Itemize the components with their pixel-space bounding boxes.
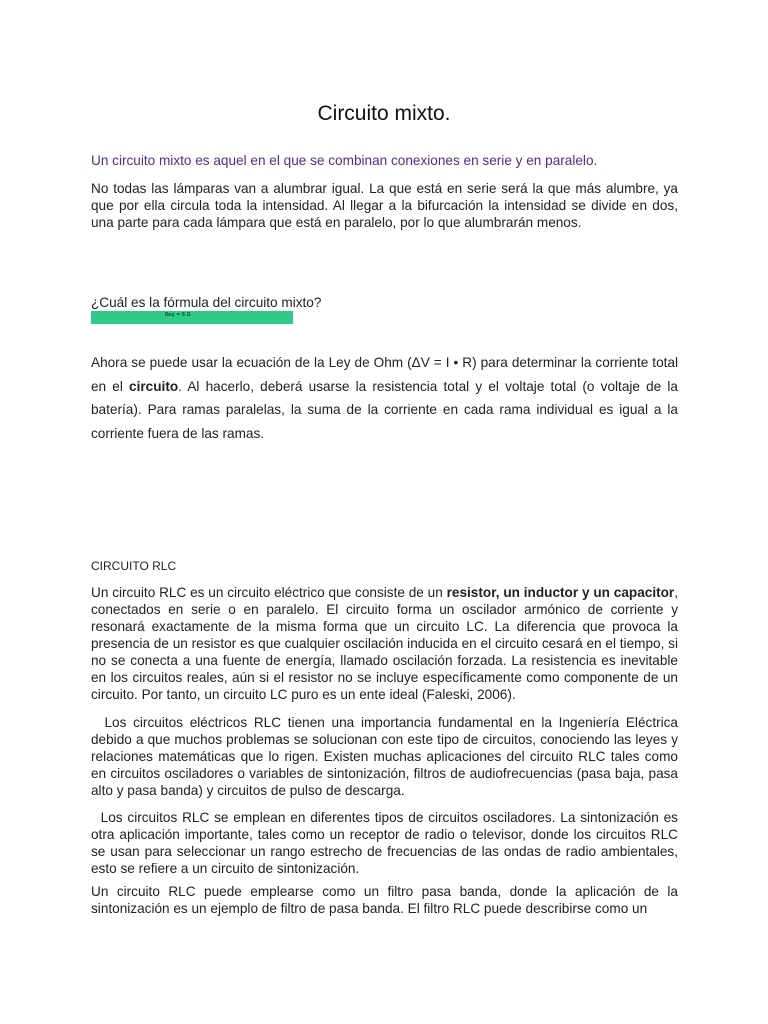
ohm-bold-term: circuito (129, 378, 179, 394)
rlc1-bold-term: resistor, un inductor y un capacitor (446, 585, 675, 600)
rlc-paragraph-4: Un circuito RLC puede emplearse como un filtro pasa banda, donde la aplicación de la sintonización es un ejemplo de filtro de pasa banda. El filtro RLC puede describirse como un (91, 884, 678, 916)
rlc1-text-part2: , conectados en serie o en paralelo. El circuito forma un oscilador armónico de corriente y resonará exactamente de la misma forma que un circuito LC. La diferencia que provoca la presencia de un resistor es que cualquier oscilación inducida en el circuito cesará en el tiempo, si no se conecta a una fuente de energía, llamado oscilación forzada. La resistencia es inevitable en los circuitos reales, aún si el resistor no se incluye específicamente como componente de un circuito. Por tanto, un circuito LC puro es un ente ideal (Faleski, 2006). (91, 585, 678, 702)
formula-highlight (91, 311, 293, 324)
rlc-heading: CIRCUITO RLC (91, 559, 177, 573)
formula-text: Req = 6 Ω (165, 312, 191, 318)
page-title: Circuito mixto. (317, 102, 451, 125)
rlc1-text-part1: Un circuito RLC es un circuito eléctrico que consiste de un (91, 585, 447, 600)
ohm-text-part1: Ahora se puede usar la ecuación de la Ley de Ohm (ΔV = I • R) para determinar la corriente total en el (91, 355, 678, 394)
ohm-text-part2: . Al hacerlo, deberá usarse la resistencia total y el voltaje total (o voltaje de la batería). Para ramas paralelas, la suma de la corriente en cada rama individual es igual a la corriente fuera de las ramas. (91, 378, 678, 441)
rlc-paragraph-1 (91, 584, 678, 703)
rlc-paragraph-2: Los circuitos eléctricos RLC tienen una importancia fundamental en la Ingeniería Eléctrica debido a que muchos problemas se solucionan con este tipo de circuitos, conociendo las leyes y relaciones matemáticas que lo rigen. Existen muchas aplicaciones del circuito RLC tales como en circuitos osciladores o variables de sintonización, filtros de audiofrecuencias (pasa baja, pasa alto y pasa banda) y circuitos de pulso de descarga. (91, 715, 682, 798)
formula-question: ¿Cuál es la fórmula del circuito mixto? (91, 295, 322, 310)
intro-paragraph: Un circuito mixto es aquel en el que se combinan conexiones en serie y en paralelo. (91, 153, 598, 168)
ohm-law-paragraph (91, 351, 678, 445)
lamp-paragraph: No todas las lámparas van a alumbrar igual. La que está en serie será la que más alumbre, ya que por ella circula toda la intensidad. Al llegar a la bifurcación la intensidad se divide en dos, una parte para cada lámpara que está en paralelo, por lo que alumbrarán menos. (91, 181, 678, 230)
rlc-paragraph-3: Los circuitos RLC se emplean en diferentes tipos de circuitos osciladores. La sintonización es otra aplicación importante, tales como un receptor de radio o televisor, donde los circuitos RLC se usan para seleccionar un rango estrecho de frecuencias de las ondas de radio ambientales, esto se refiere a un circuito de sintonización. (91, 810, 682, 876)
